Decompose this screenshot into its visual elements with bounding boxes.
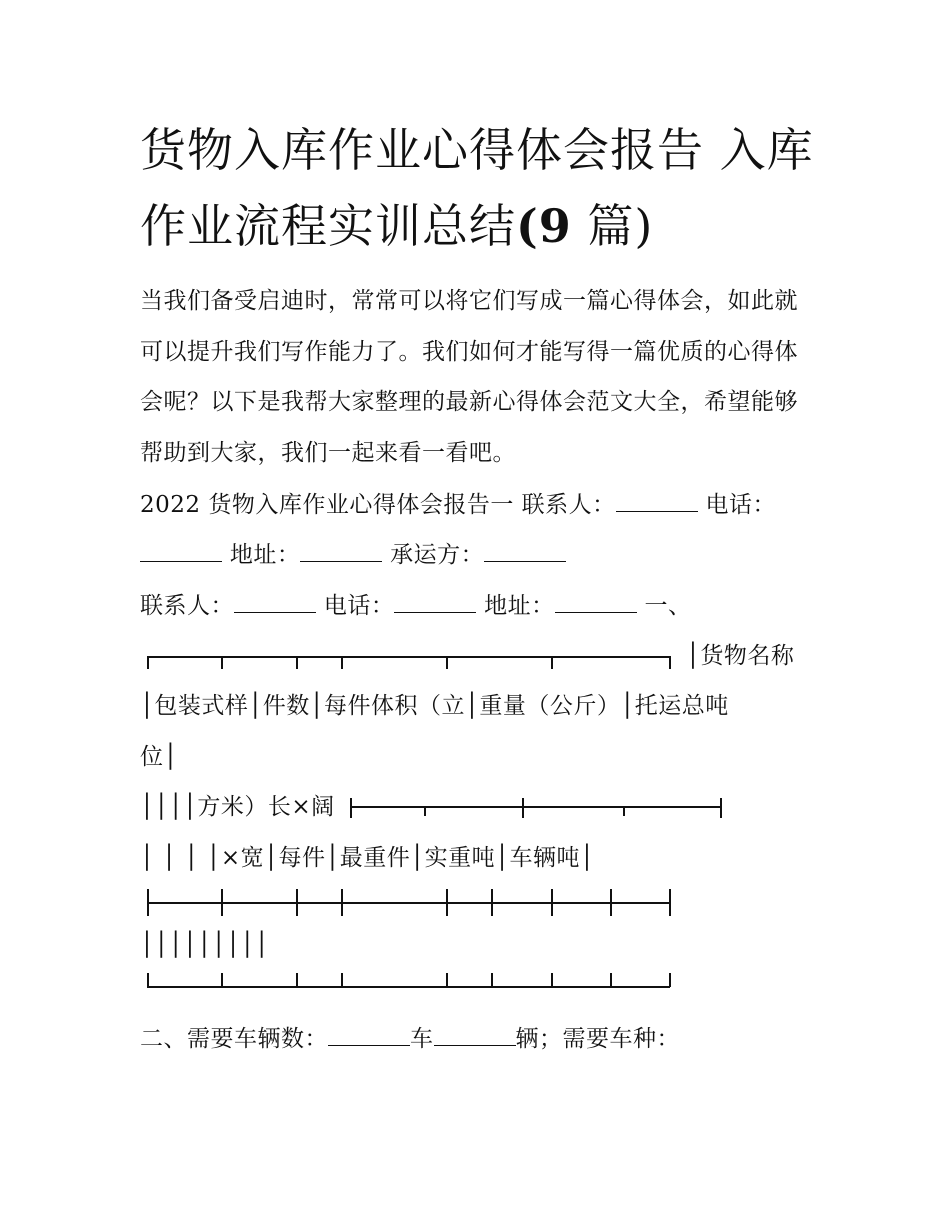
form-line-2: [140, 540, 566, 570]
goods-name-header: │货物名称: [686, 643, 795, 669]
section2-line: [140, 1024, 680, 1054]
contact2-label: 联系人：: [140, 593, 234, 619]
phone-blank[interactable]: [140, 541, 222, 562]
address-label: 地址：: [229, 542, 301, 568]
phone2-label: 电话：: [323, 593, 395, 619]
form-heading: 2022 货物入库作业心得体会报告一 联系人：: [140, 492, 616, 518]
table-volume-row: ││││方米）长×阔: [140, 794, 335, 820]
contact-blank[interactable]: [616, 491, 698, 512]
table-empty-row: │││││││││: [140, 932, 270, 958]
form-line-3: [140, 591, 691, 621]
section1-label: 一、: [644, 593, 692, 619]
contact2-blank[interactable]: [234, 592, 316, 613]
car-unit: 车: [410, 1026, 434, 1052]
address2-label: 地址：: [484, 593, 555, 619]
phone2-blank[interactable]: [394, 592, 476, 613]
car-count-blank[interactable]: [328, 1025, 410, 1046]
table-header-row: │包装式样│件数│每件体积（立│重量（公斤）│托运总吨: [140, 693, 729, 719]
form-line-1: [140, 490, 776, 520]
title-count: (9: [516, 199, 572, 253]
title-unit: 篇): [571, 199, 654, 253]
vehicle-count-blank[interactable]: [434, 1025, 516, 1046]
phone-label: 电话：: [705, 492, 776, 518]
carrier-label: 承运方：: [390, 542, 485, 568]
table-subheader-row: │ │ │ │×宽│每件│最重件│实重吨│车辆吨│: [140, 845, 595, 871]
document-title: [140, 112, 820, 264]
title-text: 货物入库作业心得体会报告 入库作业流程实训总结: [140, 123, 814, 253]
section2-label: 二、需要车辆数：: [140, 1026, 328, 1052]
table-header-row-cont: 位│: [140, 744, 178, 770]
carrier-blank[interactable]: [484, 541, 566, 562]
vehicle-unit: 辆；需要车种：: [515, 1026, 680, 1052]
address2-blank[interactable]: [555, 592, 637, 613]
address-blank[interactable]: [300, 541, 382, 562]
intro-paragraph: 当我们备受启迪时，常常可以将它们写成一篇心得体会，如此就可以提升我们写作能力了。我们如何才能写得一篇优质的心得体会呢？以下是我帮大家整理的最新心得体会范文大全，希望能够帮助到大家，我们一起来看一看吧。: [140, 288, 798, 466]
